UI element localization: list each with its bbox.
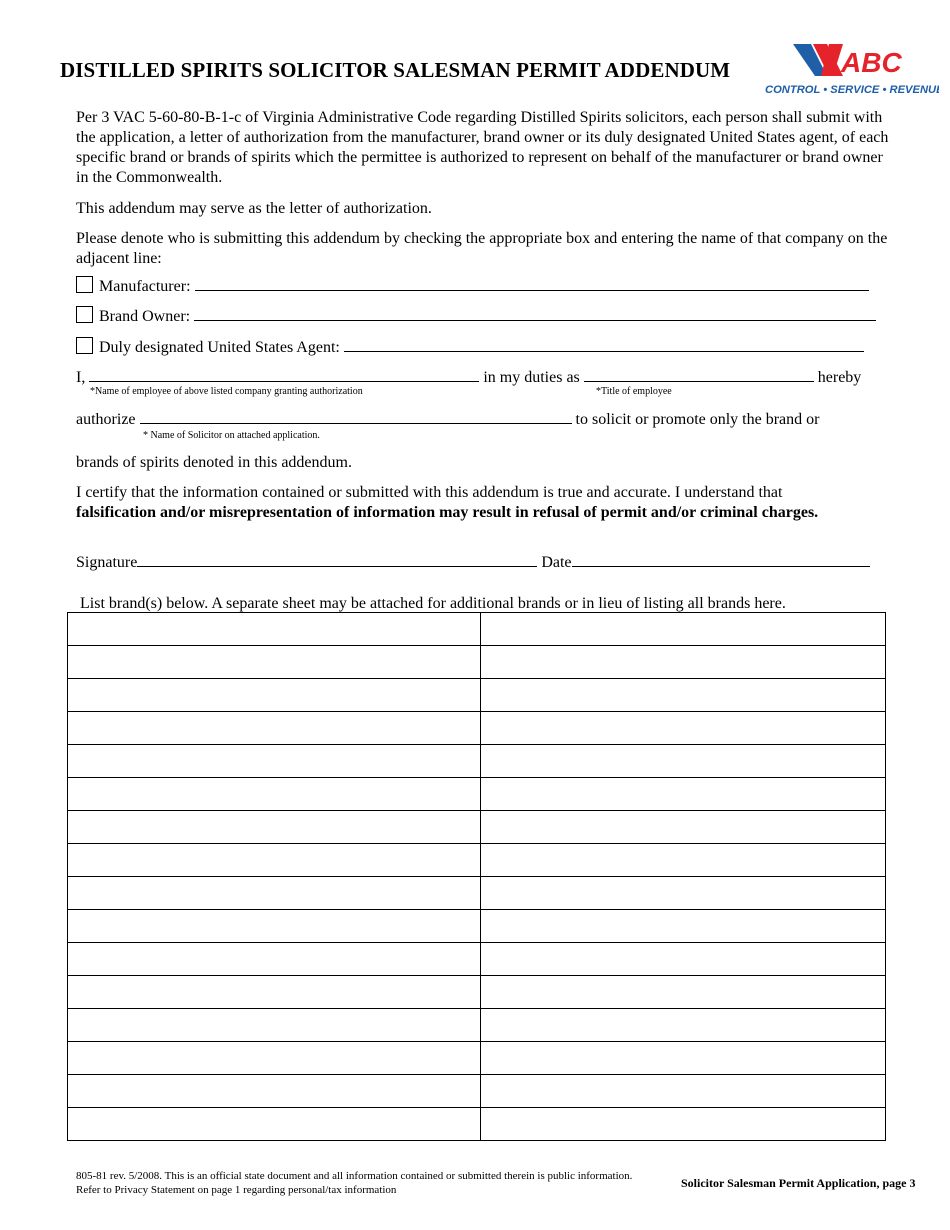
brand-cell[interactable] — [481, 910, 886, 943]
brand-cell[interactable] — [68, 712, 481, 745]
certification — [76, 483, 926, 523]
signature-line[interactable] — [137, 552, 537, 567]
brand-cell[interactable] — [68, 844, 481, 877]
table-row — [68, 778, 886, 811]
brand-cell[interactable] — [481, 877, 886, 910]
brand-cell[interactable] — [68, 943, 481, 976]
us-agent-label: Duly designated United States Agent: — [99, 339, 340, 356]
us-agent-name-line[interactable] — [344, 337, 864, 352]
brand-cell[interactable] — [481, 1009, 886, 1042]
brand-cell[interactable] — [68, 646, 481, 679]
brand-cell[interactable] — [68, 910, 481, 943]
manufacturer-label: Manufacturer: — [99, 278, 191, 295]
employee-name-note: *Name of employee of above listed company granting authorization — [90, 386, 363, 397]
signature-label: Signature — [76, 554, 138, 571]
authorize-text: authorize — [76, 411, 136, 428]
brand-cell[interactable] — [481, 1108, 886, 1141]
table-row — [68, 811, 886, 844]
table-row — [68, 844, 886, 877]
brand-cell[interactable] — [68, 1108, 481, 1141]
manufacturer-checkbox[interactable] — [76, 276, 93, 293]
brands-instruction: List brand(s) below. A separate sheet may be attached for additional brands or in lieu of listing all brands here. — [80, 595, 786, 612]
table-row — [68, 1075, 886, 1108]
table-row — [68, 976, 886, 1009]
footer-line-1: 805-81 rev. 5/2008. This is an official state document and all information contained or submitted therein is public information. — [76, 1170, 633, 1182]
brand-cell[interactable] — [68, 976, 481, 1009]
table-row — [68, 1009, 886, 1042]
brand-cell[interactable] — [481, 712, 886, 745]
table-row — [68, 943, 886, 976]
table-row — [68, 910, 886, 943]
form-title: DISTILLED SPIRITS SOLICITOR SALESMAN PERMIT ADDENDUM — [60, 58, 731, 82]
employee-name-line[interactable] — [89, 367, 479, 382]
brand-cell[interactable] — [481, 646, 886, 679]
authorization-line-1 — [76, 367, 861, 388]
solicitor-name-note: * Name of Solicitor on attached application. — [143, 430, 320, 441]
to-solicit-text: to solicit or promote only the brand or — [575, 411, 820, 428]
authorization-prefix: I, — [76, 369, 86, 386]
brand-cell[interactable] — [481, 976, 886, 1009]
table-row — [68, 712, 886, 745]
brand-cell[interactable] — [68, 811, 481, 844]
manufacturer-name-line[interactable] — [195, 276, 869, 291]
letter-of-authorization-note: This addendum may serve as the letter of authorization. — [76, 200, 432, 217]
brand-cell[interactable] — [68, 745, 481, 778]
table-row — [68, 1042, 886, 1075]
authorization-line-2 — [76, 409, 819, 430]
brand-cell[interactable] — [481, 613, 886, 646]
brands-table — [67, 612, 886, 1141]
in-duties-text: in my duties as — [483, 369, 580, 386]
brand-cell[interactable] — [481, 844, 886, 877]
date-line[interactable] — [572, 552, 870, 567]
signature-row — [76, 552, 870, 573]
employee-title-line[interactable] — [584, 367, 814, 382]
table-row — [68, 679, 886, 712]
brand-cell[interactable] — [481, 679, 886, 712]
page-label: Solicitor Salesman Permit Application, page 3 — [681, 1176, 916, 1190]
certify-warning: falsification and/or misrepresentation of information may result in refusal of permit and/or criminal charges. — [76, 504, 819, 521]
intro-paragraph: Per 3 VAC 5-60-80-B-1-c of Virginia Administrative Code regarding Distilled Spirits solicitors, each person shall submit with the application, a letter of authorization from the manufacturer, brand owner or its duly designated United States agent, of each specific brand or brands of spirits which the permittee is authorized to represent on behalf of the manufacturer or brand owner in the Commonwealth. — [76, 109, 889, 186]
brand-cell[interactable] — [481, 778, 886, 811]
brand-cell[interactable] — [68, 1075, 481, 1108]
footer-notice — [76, 1169, 632, 1197]
table-row — [68, 877, 886, 910]
employee-title-note: *Title of employee — [596, 386, 672, 397]
brand-cell[interactable] — [481, 943, 886, 976]
authorization-continued: brands of spirits denoted in this addendum. — [76, 454, 352, 471]
solicitor-name-line[interactable] — [140, 409, 572, 424]
certify-text: I certify that the information contained or submitted with this addendum is true and accurate. I understand that — [76, 484, 783, 501]
table-row — [68, 646, 886, 679]
abc-logo-icon — [763, 42, 939, 98]
brand-cell[interactable] — [68, 679, 481, 712]
brand-owner-checkbox[interactable] — [76, 306, 93, 323]
hereby-text: hereby — [817, 369, 862, 386]
denote-instruction: Please denote who is submitting this addendum by checking the appropriate box and entering the name of that company on the adjacent line: — [76, 230, 888, 267]
option-brand-owner — [76, 306, 876, 327]
abc-logo — [763, 42, 939, 98]
brand-cell[interactable] — [68, 877, 481, 910]
brand-cell[interactable] — [68, 778, 481, 811]
logo-tagline: CONTROL • SERVICE • REVENUE — [765, 84, 939, 96]
brand-cell[interactable] — [68, 1042, 481, 1075]
brand-cell[interactable] — [68, 1009, 481, 1042]
footer-line-2: Refer to Privacy Statement on page 1 regarding personal/tax information — [76, 1184, 397, 1196]
brand-cell[interactable] — [481, 1075, 886, 1108]
date-label: Date — [541, 554, 572, 571]
table-row — [68, 613, 886, 646]
option-manufacturer — [76, 276, 869, 297]
brand-owner-label: Brand Owner: — [99, 308, 191, 325]
brand-owner-name-line[interactable] — [194, 306, 876, 321]
brand-cell[interactable] — [481, 811, 886, 844]
option-us-agent — [76, 337, 864, 358]
logo-text: ABC — [841, 47, 902, 78]
brand-cell[interactable] — [481, 745, 886, 778]
table-row — [68, 745, 886, 778]
table-row — [68, 1108, 886, 1141]
us-agent-checkbox[interactable] — [76, 337, 93, 354]
brand-cell[interactable] — [481, 1042, 886, 1075]
brand-cell[interactable] — [68, 613, 481, 646]
